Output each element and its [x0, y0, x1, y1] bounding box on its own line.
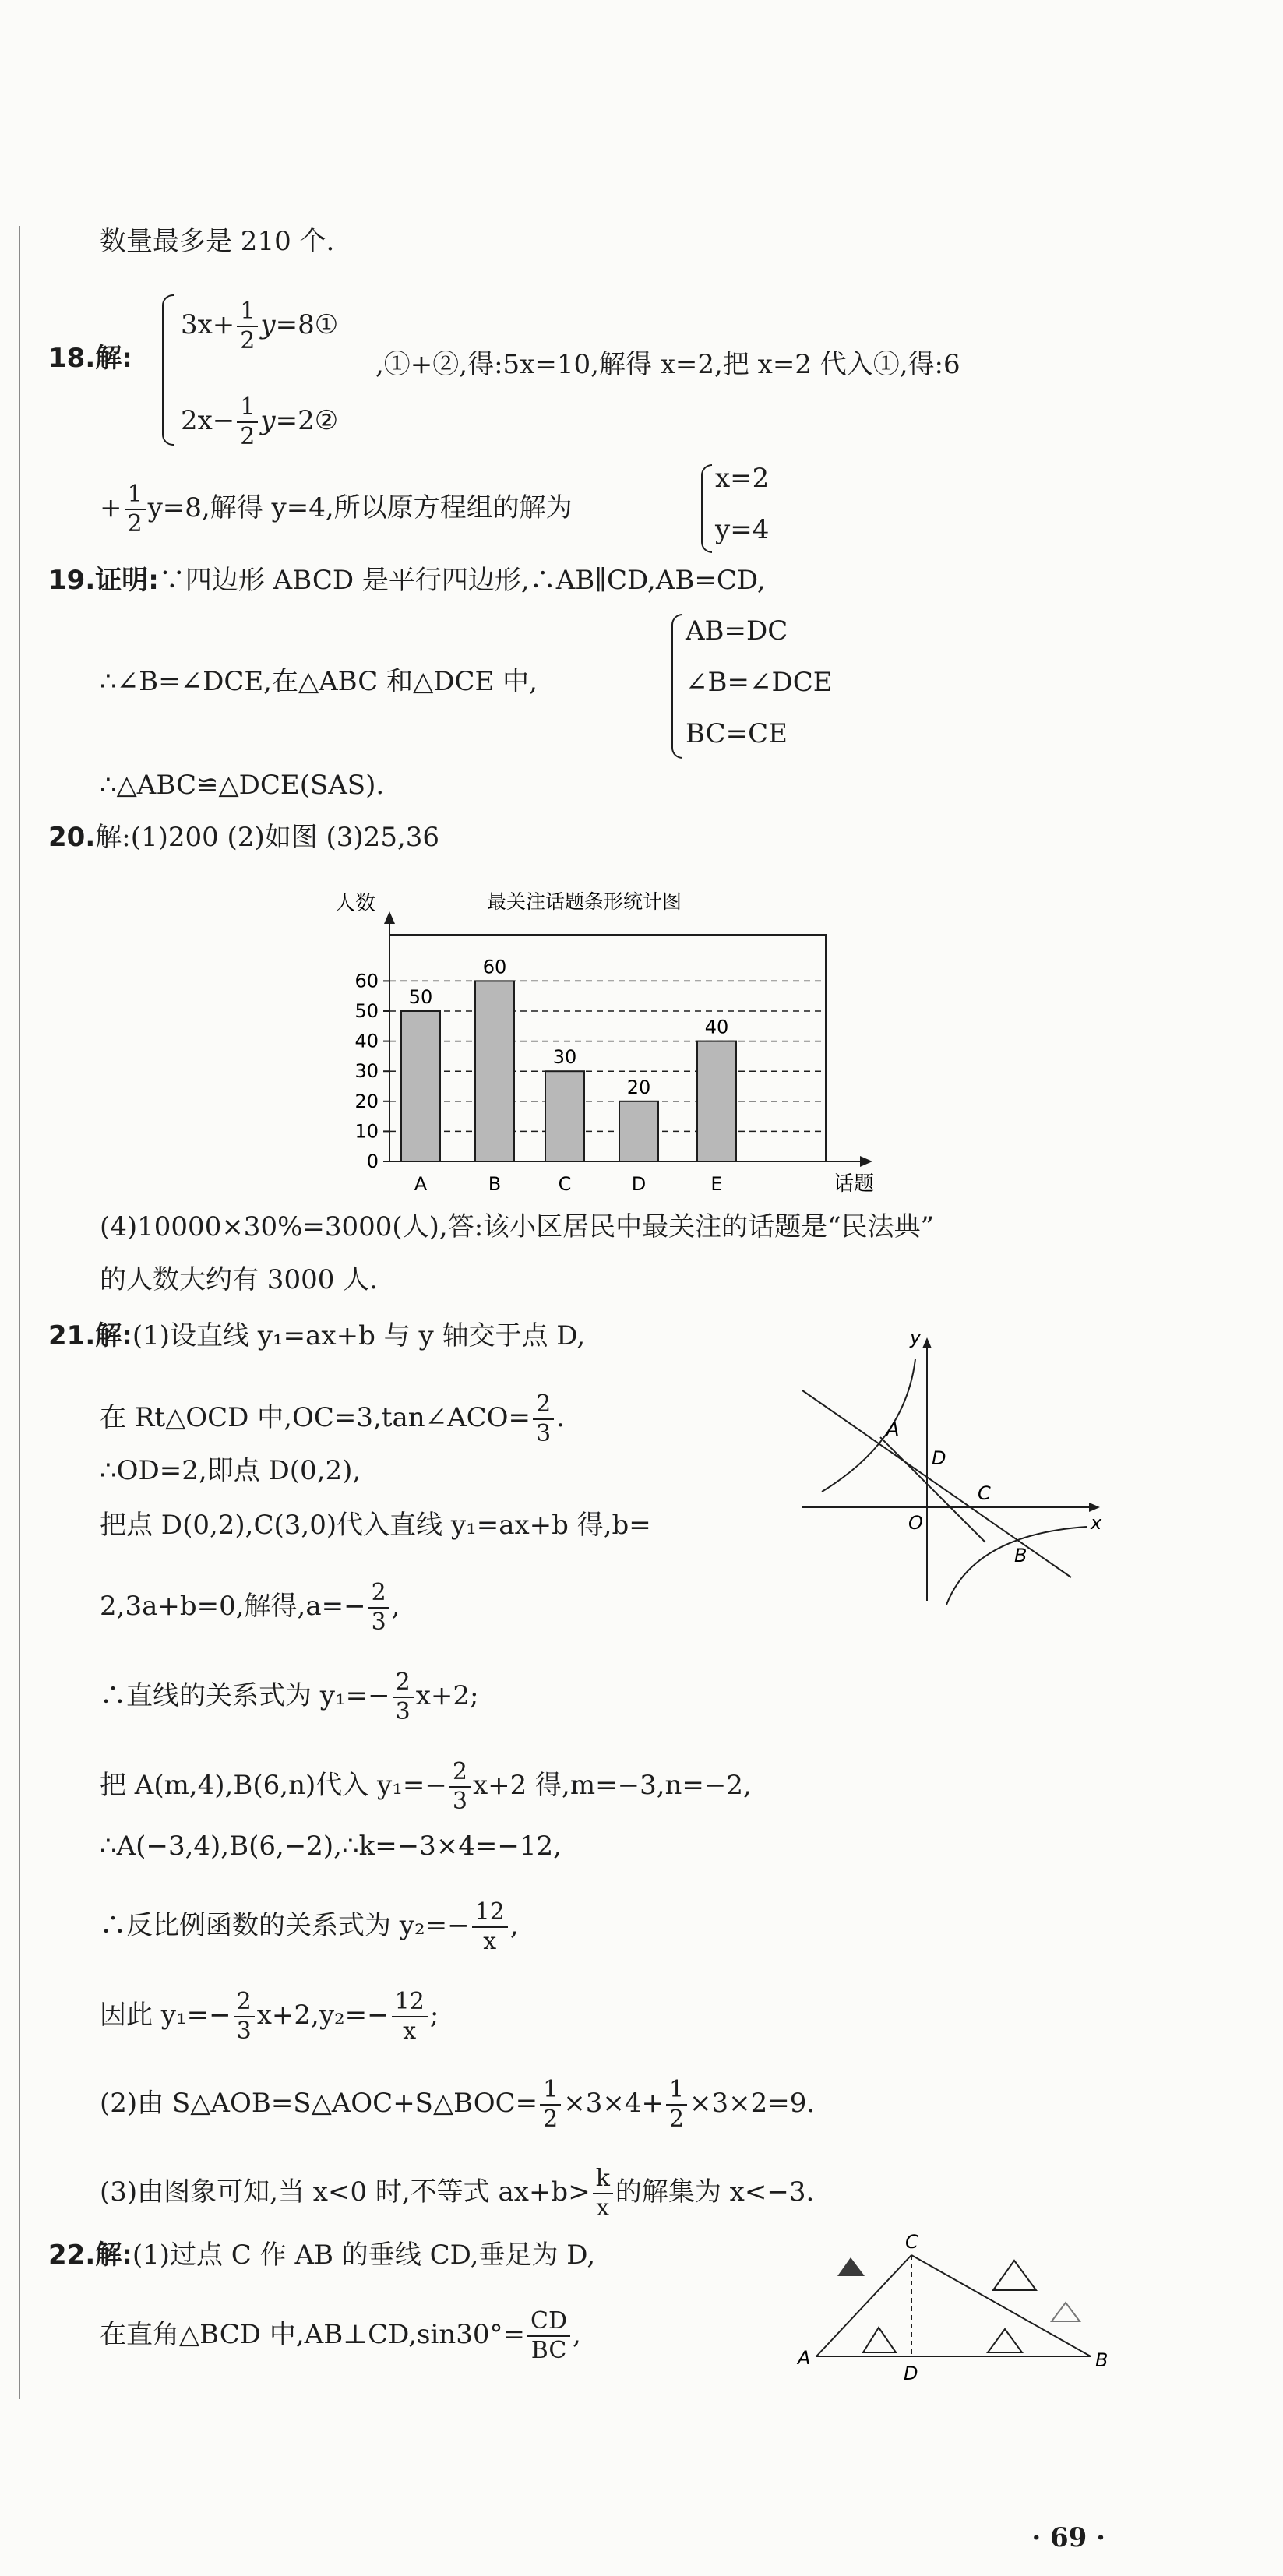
chart-title: 最关注话题条形统计图	[486, 890, 682, 913]
label-y: y	[910, 1327, 922, 1348]
condition-3: BC=CE	[686, 718, 788, 749]
solution-y: y=4	[715, 514, 770, 545]
label-d: D	[932, 1447, 946, 1469]
text-line: 因此 y₁=− $\frac{2}{3}$ x+2,y₂=− $\frac{12}{x}$ ;	[100, 1988, 439, 2045]
mountain-icon	[993, 2261, 1036, 2290]
segment-ac	[816, 2255, 911, 2356]
y-axis-label: 人数	[335, 892, 376, 915]
label-b: B	[1095, 2349, 1109, 2371]
category-label: A	[414, 1173, 428, 1195]
text-line: ,①+②,得:5x=10,解得 x=2,把 x=2 代入①,得:6	[375, 349, 960, 380]
data-label: 30	[552, 1046, 577, 1069]
text-line: (3)由图象可知,当 x<0 时,不等式 ax+b> $\frac{k}{x}$ 的解集为 x<−3.	[100, 2165, 815, 2222]
problem-20-line: 20.解:(1)200 (2)如图 (3)25,36	[48, 822, 440, 853]
y-tick-label: 30	[354, 1060, 379, 1083]
mountain-icon	[988, 2329, 1022, 2352]
system-brace	[162, 294, 174, 446]
problem-21-line: 21.解:(1)设直线 y₁=ax+b 与 y 轴交于点 D,	[48, 1320, 586, 1351]
condition-1: AB=DC	[686, 615, 788, 647]
y-axis-arrow	[384, 911, 395, 924]
condition-2: ∠B=∠DCE	[686, 667, 833, 698]
data-label: 20	[626, 1076, 651, 1098]
text-line: + $\frac{1}{2}$ y=8,解得 y=4,所以原方程组的解为	[100, 481, 573, 537]
solution-brace	[701, 464, 712, 553]
text-line: ∴反比例函数的关系式为 y₂=− $\frac{12}{x}$ ,	[100, 1898, 519, 1955]
mountain-icon	[837, 2257, 865, 2276]
bar-chart	[327, 872, 888, 1200]
margin-rule	[19, 226, 20, 2399]
data-label: 50	[408, 986, 433, 1008]
text-line: ∴OD=2,即点 D(0,2),	[100, 1455, 361, 1486]
problem-19-line: 19.证明:∵四边形 ABCD 是平行四边形,∴AB∥CD,AB=CD,	[48, 565, 766, 596]
category-label: E	[710, 1173, 723, 1195]
page-number: · 69 ·	[1031, 2522, 1105, 2553]
label-x: x	[1091, 1512, 1102, 1534]
bar	[697, 1041, 736, 1161]
text-line: 在 Rt△OCD 中,OC=3,tan∠ACO= $\frac{2}{3}$ .	[100, 1390, 565, 1447]
label-a: A	[798, 2347, 811, 2369]
mountain-icon	[863, 2328, 896, 2352]
category-label: C	[558, 1173, 572, 1195]
y-tick-label: 20	[354, 1090, 379, 1112]
label-c: C	[978, 1482, 991, 1504]
line-y1	[802, 1390, 1071, 1577]
text-line: 在直角△BCD 中,AB⊥CD,sin30°= $\frac{CD}{BC}$ ,	[100, 2307, 581, 2364]
x-axis-arrow	[1089, 1503, 1100, 1512]
bar	[545, 1071, 584, 1161]
plot-frame	[389, 935, 826, 1161]
bar	[619, 1101, 658, 1161]
text-line: (4)10000×30%=3000(人),答:该小区居民中最关注的话题是“民法典”	[100, 1211, 934, 1242]
equation-1: 3x+ $\frac{1}{2}$ y=8①	[181, 298, 339, 354]
problem-22-line: 22.解:(1)过点 C 作 AB 的垂线 CD,垂足为 D,	[48, 2239, 596, 2271]
bar	[475, 981, 514, 1161]
label-o: O	[908, 1512, 923, 1534]
y-tick-label: 40	[354, 1030, 379, 1052]
text-line: ∴∠B=∠DCE,在△ABC 和△DCE 中,	[100, 666, 538, 697]
x-axis-label: 话题	[834, 1172, 875, 1196]
text-line: ∴直线的关系式为 y₁=− $\frac{2}{3}$ x+2;	[100, 1669, 479, 1725]
y-axis-arrow	[922, 1337, 932, 1348]
triangle-figure	[795, 2228, 1137, 2407]
text-line: 把点 D(0,2),C(3,0)代入直线 y₁=ax+b 得,b=	[100, 1510, 651, 1541]
y-tick-label: 10	[354, 1120, 379, 1143]
bar	[401, 1011, 440, 1161]
data-label: 60	[482, 956, 507, 978]
text-line: ∴△ABC≌△DCE(SAS).	[100, 770, 385, 801]
x-axis-arrow	[860, 1156, 872, 1167]
y-tick-label: 50	[354, 1000, 379, 1022]
text-line: 数量最多是 210 个.	[100, 226, 335, 257]
text-line: ∴A(−3,4),B(6,−2),∴k=−3×4=−12,	[100, 1831, 562, 1862]
equation-2: 2x− $\frac{1}{2}$ y=2②	[181, 393, 339, 450]
label-c: C	[905, 2231, 918, 2253]
data-label: 40	[704, 1016, 729, 1038]
label-b: B	[1014, 1545, 1027, 1566]
category-label: B	[488, 1173, 502, 1195]
function-graph	[795, 1320, 1106, 1616]
label-a: A	[886, 1418, 900, 1440]
y-tick-label: 0	[366, 1151, 379, 1172]
text-line: 的人数大约有 3000 人.	[100, 1264, 378, 1295]
label-d: D	[904, 2363, 918, 2384]
problem-18-label: 18.解:	[48, 343, 132, 374]
text-line: 2,3a+b=0,解得,a=− $\frac{2}{3}$ ,	[100, 1579, 400, 1636]
text-line: 把 A(m,4),B(6,n)代入 y₁=− $\frac{2}{3}$ x+2 得,m=−3,n=−2,	[100, 1758, 752, 1815]
mountain-icon	[1052, 2303, 1080, 2321]
category-label: D	[631, 1173, 647, 1195]
hyperbola-branch-left	[822, 1359, 915, 1492]
text-line: (2)由 S△AOB=S△AOC+S△BOC= $\frac{1}{2}$ ×3×4+ $\frac{1}{2}$ ×3×2=9.	[100, 2076, 816, 2133]
solution-x: x=2	[715, 463, 770, 494]
condition-brace	[671, 614, 682, 759]
y-tick-label: 60	[354, 970, 379, 992]
